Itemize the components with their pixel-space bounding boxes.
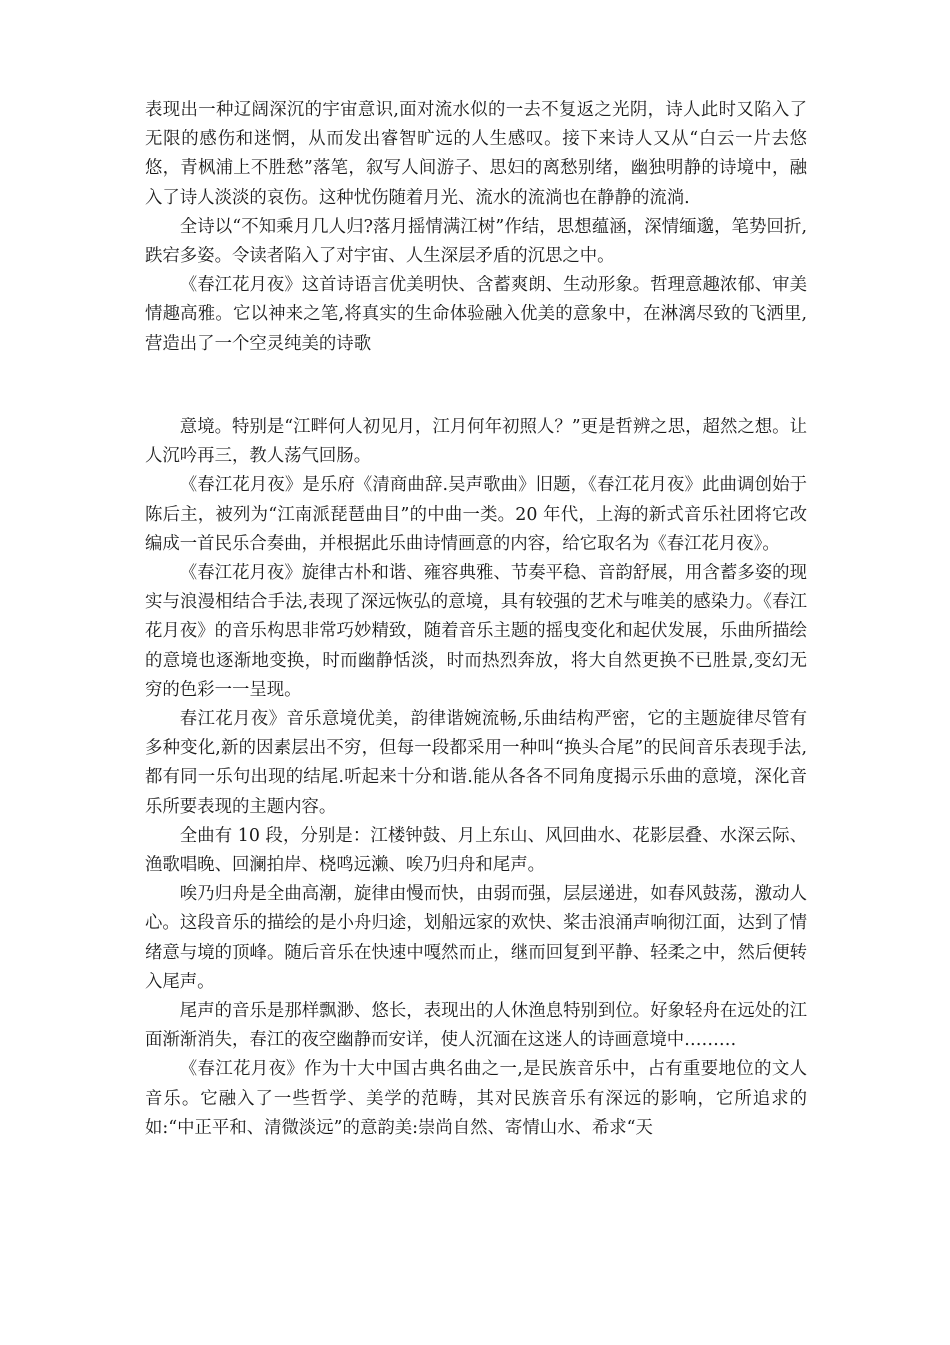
paragraph: 春江花月夜》音乐意境优美，韵律谐婉流畅,乐曲结构严密，它的主题旋律尽管有多种变化,新的因素层出不穷，但每一段都采用一种叫“换头合尾”的民间音乐表现手法,都有同一乐句出现的结尾.听起来十分和谐.能从各各不同角度揭示乐曲的意境，深化音乐所要表现的主题内容。: [145, 709, 807, 817]
paragraph: 《春江花月夜》是乐府《清商曲辞.吴声歌曲》旧题，《春江花月夜》此曲调创始于陈后主，被列为“江南派琵琶曲目”的中曲一类。20 年代，上海的新式音乐社团将它改编成一首民乐合奏曲，并根据此乐曲诗情画意的内容，给它取名为《春江花月夜》。: [145, 475, 807, 554]
text-block-main: [145, 413, 807, 1143]
paragraph: 意境。特别是“江畔何人初见月，江月何年初照人？”更是哲辨之思，超然之想。让人沉吟再三，教人荡气回肠。: [145, 417, 807, 467]
paragraph: 全诗以“不知乘月几人归?落月摇情满江树”作结，思想蕴涵，深情缅邈，笔势回折,跌宕多姿。令读者陷入了对宇宙、人生深层矛盾的沉思之中。: [145, 216, 807, 267]
paragraph: 表现出一种辽阔深沉的宇宙意识,面对流水似的一去不复返之光阴，诗人此时又陷入了无限的感伤和迷惘，从而发出睿智旷远的人生感叹。接下来诗人又从“白云一片去悠悠，青枫浦上不胜愁”落笔，叙写人间游子、思妇的离愁别绪，幽独明静的诗境中，融入了诗人淡淡的哀伤。这种忧伤随着月光、流水的流淌也在静静的流淌.: [145, 100, 807, 208]
paragraph: 《春江花月夜》作为十大中国古典名曲之一,是民族音乐中，占有重要地位的文人音乐。它融入了一些哲学、美学的范畴，其对民族音乐有深远的影响，它所追求的如:“中正平和、清微淡远”的意韵美:崇尚自然、寄情山水、希求“天: [145, 1059, 807, 1138]
paragraph: 《春江花月夜》这首诗语言优美明快、含蓄爽朗、生动形象。哲理意趣浓郁、审美情趣高雅。它以神来之笔,将真实的生命体验融入优美的意象中，在淋漓尽致的飞洒里,营造出了一个空灵纯美的诗歌: [145, 275, 807, 354]
paragraph: 唉乃归舟是全曲高潮，旋律由慢而快，由弱而强，层层递进，如春风鼓荡，激动人心。这段音乐的描绘的是小舟归途，划船远家的欢快、桨击浪涌声响彻江面，达到了情绪意与境的顶峰。随后音乐在快速中嘎然而止，继而回复到平静、轻柔之中，然后便转入尾声。: [145, 884, 807, 992]
paragraph: 全曲有 10 段，分别是：江楼钟鼓、月上东山、风回曲水、花影层叠、水深云际、渔歌唱晚、回澜拍岸、桡鸣远濑、唉乃归舟和尾声。: [145, 825, 807, 876]
paragraph: 尾声的音乐是那样飘渺、悠长，表现出的人休渔息特别到位。好象轻舟在远处的江面渐渐消失，春江的夜空幽静而安详，使人沉湎在这迷人的诗画意境中………: [145, 1001, 807, 1051]
text-block-top: [145, 96, 807, 359]
paragraph: 《春江花月夜》旋律古朴和谐、雍容典雅、节奏平稳、音韵舒展，用含蓄多姿的现实与浪漫相结合手法,表现了深远恢弘的意境，具有较强的艺术与唯美的感染力。《春江花月夜》的音乐构思非常巧妙精致，随着音乐主题的摇曳变化和起伏发展，乐曲所描绘的意境也逐渐地变换，时而幽静恬淡，时而热烈奔放，将大自然更换不已胜景,变幻无穷的色彩一一呈现。: [145, 563, 807, 700]
